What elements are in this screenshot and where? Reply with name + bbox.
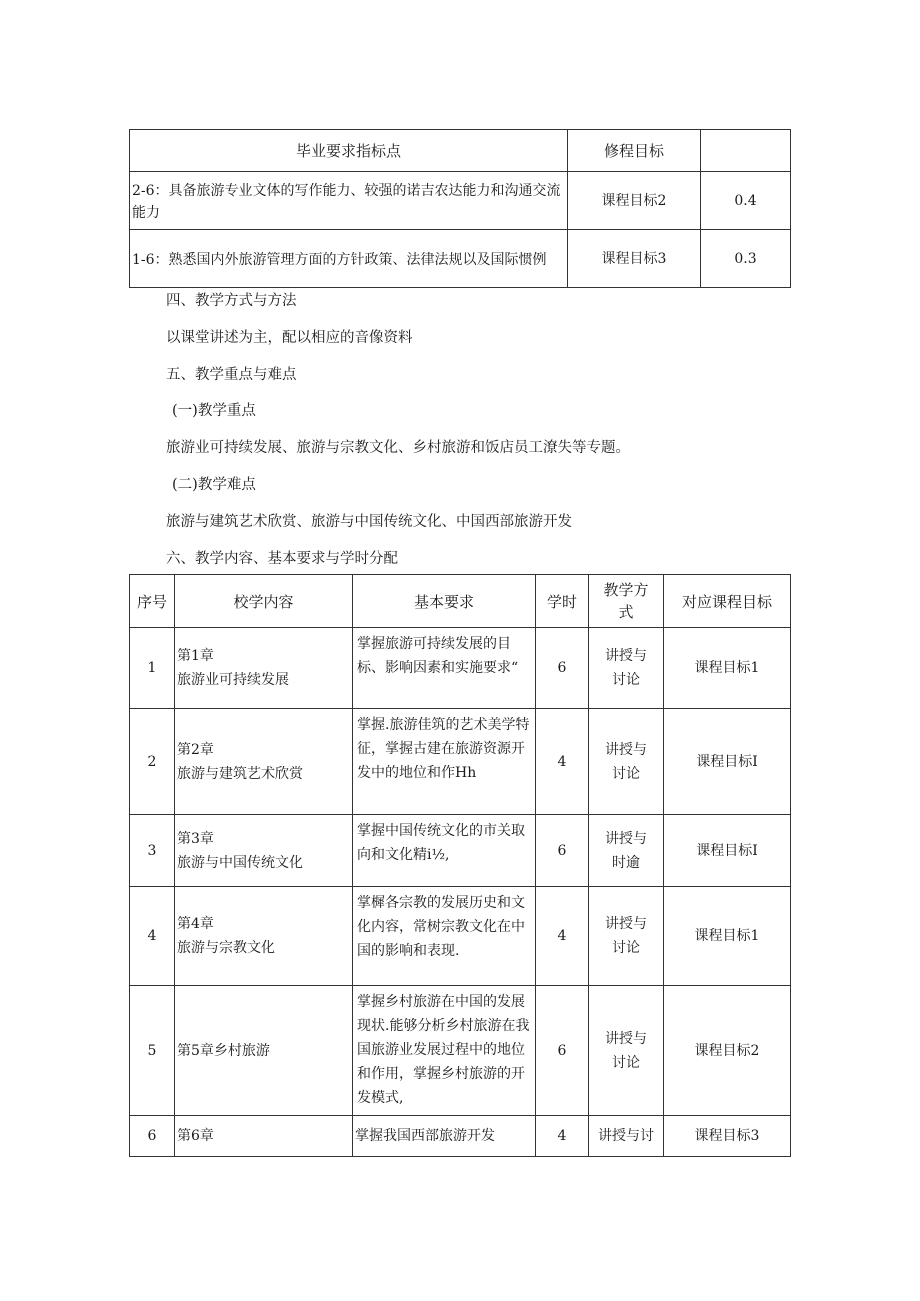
hours-cell: 6 [536,628,589,709]
requirement-cell [353,986,536,1116]
table-row [130,815,791,887]
row-number: 6 [130,1116,175,1157]
section-6-title: 六、教学内容、基本要求与学时分配 [166,551,398,567]
teaching-content-table [129,574,791,1157]
requirement-text: 掌握中国传统文化的市关取向和文化精i½, [357,823,525,863]
chapter-label: 第4章 [177,916,214,932]
requirement-text: 掌握旅游可持续发展的目标、影响因素和实施要求“ [357,636,519,676]
goal-cell: 课程目标3 [664,1116,791,1157]
hours-cell: 4 [536,1116,589,1157]
hours-cell: 6 [536,815,589,887]
goal-cell: 课程目标2 [568,172,701,230]
goal-cell: 课程目标I [664,815,791,887]
goal-cell: 课程目标I [664,709,791,815]
chapter-label: 第1章 [177,648,214,664]
header-hours: 学时 [536,575,589,628]
requirement-text: 掌握.旅游佳筑的艺术美学特征，掌握古建在旅游资源开发中的地位和作Hh [357,717,530,781]
row-number: 3 [130,815,175,887]
requirement-cell [353,815,536,887]
chapter-title: 旅游与建筑艺术欣赏 [177,765,303,782]
goal-cell: 课程目标2 [664,986,791,1116]
requirement-text: 掌樨各宗教的发展历史和文化内容，常树宗教文化在中国的影响和表现. [357,895,525,959]
table-row [130,230,791,288]
chapter-title: 旅游与中国传统文化 [177,854,303,871]
table-row [130,986,791,1116]
header-goal: 修程目标 [568,130,701,172]
table-header-row [130,575,791,628]
section-5-2-title: (二)教学难点 [172,477,256,493]
hours-cell: 4 [536,887,589,986]
chapter-cell [175,986,353,1116]
table-row [130,1116,791,1157]
header-indicator: 毕业要求指标点 [130,130,568,172]
method-cell: 讲授与讨论 [589,887,664,986]
method-cell: 讲授与讨论 [589,709,664,815]
requirement-text: 掌握乡村旅游在中国的发展现状.能够分析乡村旅游在我国旅游业发展过程中的地位和作用，掌握乡村旅游的开发模式, [357,994,530,1106]
section-5-1-body: 旅游业可持续发展、旅游与宗教文化、乡村旅游和饭店员工潦失等专题。 [166,440,630,456]
goal-cell: 课程目标1 [664,887,791,986]
section-4-body: 以课堂讲述为主，配以相应的音像资料 [166,330,413,346]
table-row [130,172,791,230]
table-row [130,628,791,709]
requirement-cell [353,628,536,709]
header-weight [701,130,791,172]
goal-cell: 课程目标3 [568,230,701,288]
goal-cell: 课程目标1 [664,628,791,709]
chapter-label: 第3章 [177,830,214,847]
chapter-cell [175,709,353,815]
hours-cell: 6 [536,986,589,1116]
chapter-title: 第5章乡村旅游 [177,1042,270,1059]
chapter-cell [175,1116,353,1157]
requirement-text: 1-6：熟悉国内外旅游管理方面的方针政策、法律法规以及国际惯例 [130,230,568,288]
requirement-text: 掌握我国西部旅游开发 [355,1128,495,1144]
chapter-label: 第6章 [177,1128,214,1144]
header-requirement: 基本要求 [353,575,536,628]
row-number: 2 [130,709,175,815]
chapter-label: 第2章 [177,741,214,758]
table-header-row [130,130,791,172]
header-goal: 对应课程目标 [664,575,791,628]
chapter-cell [175,815,353,887]
table-row [130,709,791,815]
section-5-2-body: 旅游与建筑艺术欣赏、旅游与中国传统文化、中国西部旅游开发 [166,514,572,530]
header-no: 序号 [130,575,175,628]
weight-cell: 0.4 [701,172,791,230]
requirement-cell [353,1116,536,1157]
requirement-cell [353,887,536,986]
section-4-title: 四、教学方式与方法 [166,293,297,309]
requirement-text: 2-6：具备旅游专业文体的写作能力、较强的诺吉农达能力和沟通交流能力 [130,172,568,230]
chapter-cell [175,887,353,986]
table-row [130,887,791,986]
hours-cell: 4 [536,709,589,815]
section-5-1-title: (一)教学重点 [172,403,256,419]
row-number: 4 [130,887,175,986]
header-content: 校学内容 [175,575,353,628]
chapter-title: 旅游业可持续发展 [177,672,289,688]
chapter-cell [175,628,353,709]
requirement-cell [353,709,536,815]
method-cell: 讲授与讨论 [589,628,664,709]
row-number: 5 [130,986,175,1116]
weight-cell: 0.3 [701,230,791,288]
section-5-title: 五、教学重点与难点 [166,367,297,383]
method-cell: 讲授与讨 [589,1116,664,1157]
header-method: 教学方式 [589,575,664,628]
chapter-title: 旅游与宗教文化 [177,940,275,956]
method-cell: 讲授与时逾 [589,815,664,887]
method-cell: 讲授与讨论 [589,986,664,1116]
row-number: 1 [130,628,175,709]
graduation-requirements-table [129,129,791,288]
